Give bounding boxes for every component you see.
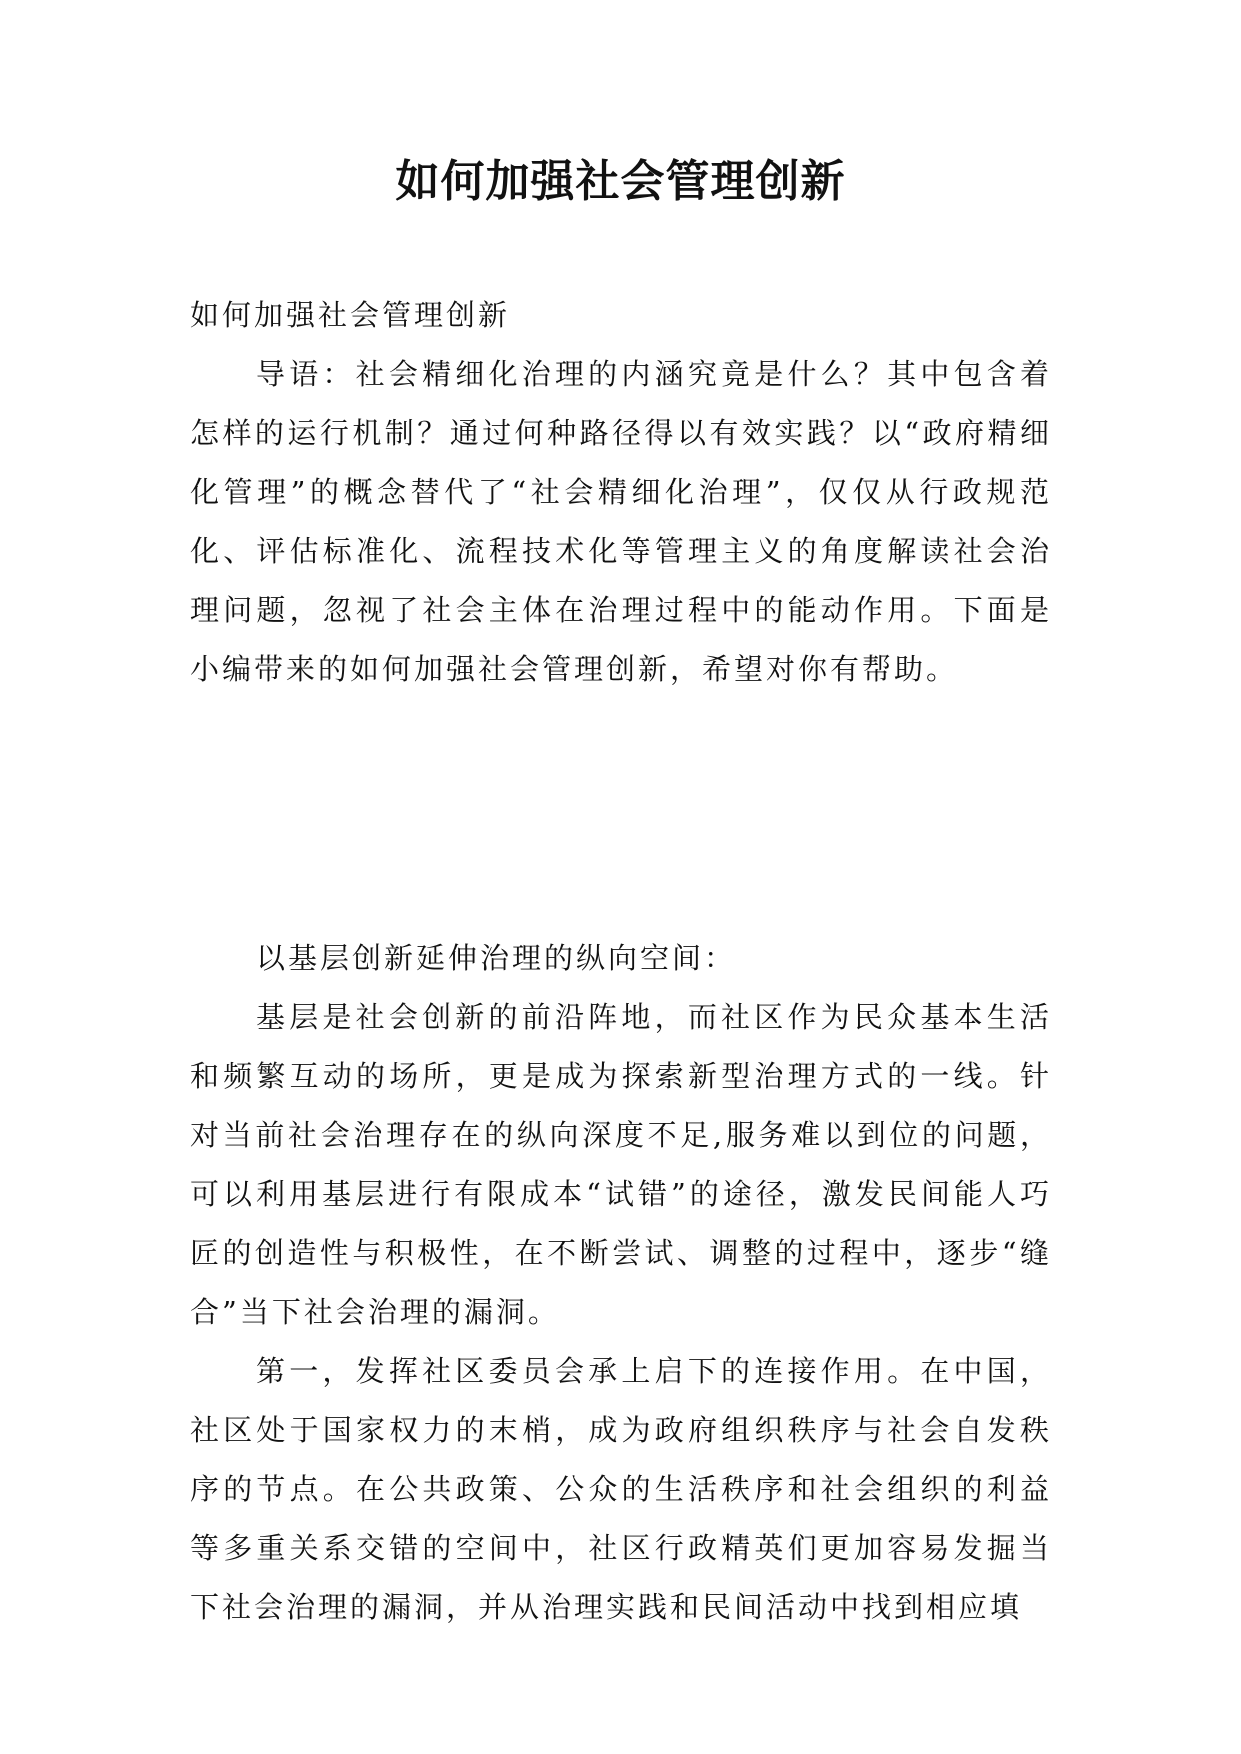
body-paragraph: 第一，发挥社区委员会承上启下的连接作用。在中国，社区处于国家权力的末梢，成为政府组织秩序与社会自发秩序的节点。在公共政策、公众的生活秩序和社会组织的利益等多重关系交错的空间中，社区行政精英们更加容易发掘当下社会治理的漏洞，并从治理实践和民间活动中找到相应填: [190, 1354, 1052, 1624]
document-title: 如何加强社会管理创新: [395, 156, 846, 207]
intro-paragraph: 导语：社会精细化治理的内涵究竟是什么？其中包含着怎样的运行机制？通过何种路径得以有效实践？以“政府精细化管理”的概念替代了“社会精细化治理”，仅仅从行政规范化、评估标准化、流程技术化等管理主义的角度解读社会治理问题，忽视了社会主体在治理过程中的能动作用。下面是小编带来的如何加强社会管理创新，希望对你有帮助。: [190, 357, 1052, 686]
section-block: [190, 929, 1052, 1637]
section-heading: 以基层创新延伸治理的纵向空间：: [256, 941, 737, 975]
subtitle-line: 如何加强社会管理创新: [190, 298, 511, 332]
body-paragraph: 基层是社会创新的前沿阵地，而社区作为民众基本生活和频繁互动的场所，更是成为探索新型治理方式的一线。针对当前社会治理存在的纵向深度不足,服务难以到位的问题，可以利用基层进行有限成本“试错”的途径，激发民间能人巧匠的创造性与积极性，在不断尝试、调整的过程中，逐步“缝合”当下社会治理的漏洞。: [190, 1000, 1052, 1329]
